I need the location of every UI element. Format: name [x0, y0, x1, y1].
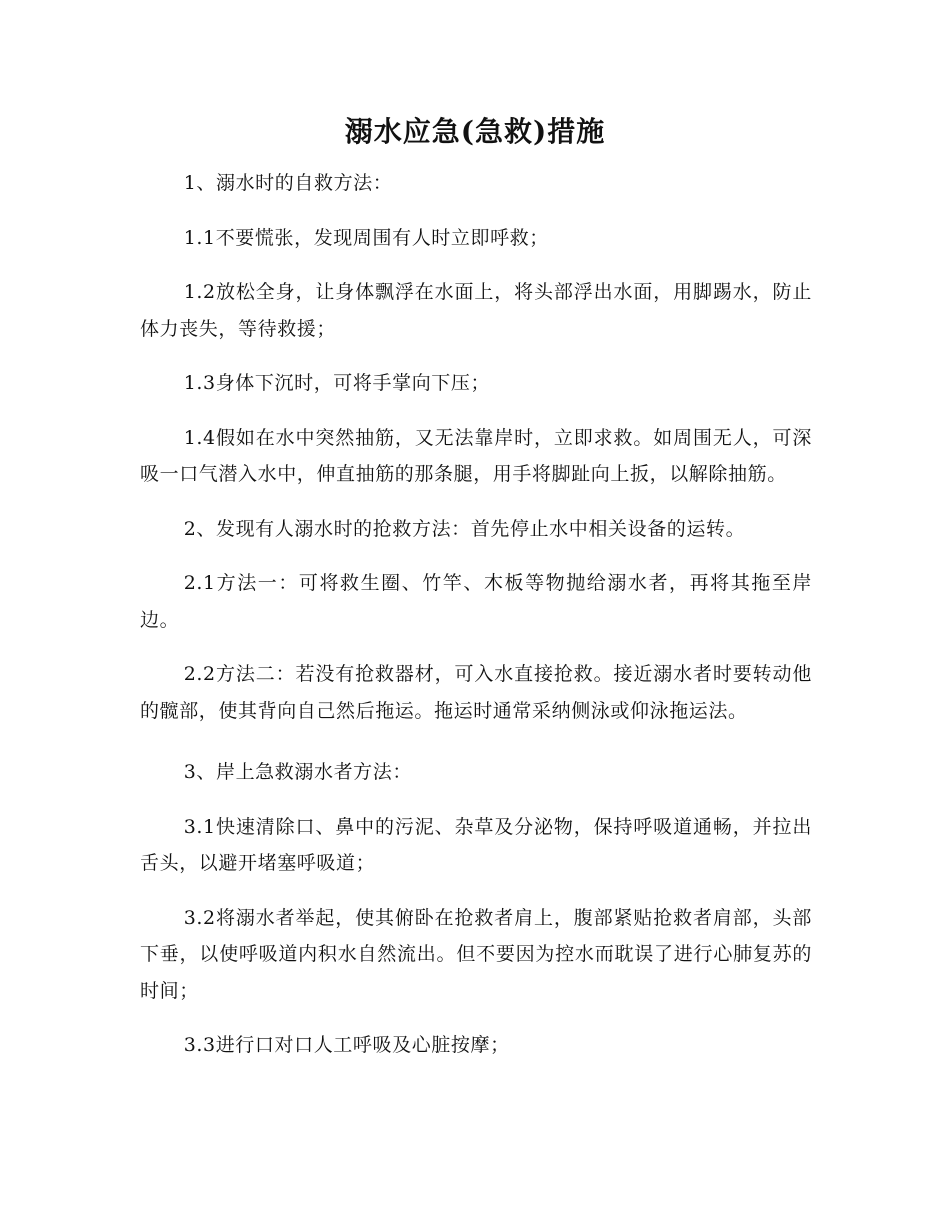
- paragraph-1: 1、溺水时的自救方法：: [183, 172, 393, 194]
- paragraph-2-2: 2.2方法二：若没有抢救器材，可入水直接抢救。接近溺水者时要转动他的髋部，使其背向自己然后拖运。拖运时通常采纳侧泳或仰泳拖运法。: [140, 663, 812, 722]
- paragraph-3-2: 3.2将溺水者举起，使其俯卧在抢救者肩上，腹部紧贴抢救者肩部，头部下垂，以使呼吸道内积水自然流出。但不要因为控水而耽误了进行心肺复苏的时间；: [140, 906, 812, 1002]
- paragraph-1-1: 1.1不要慌张，发现周围有人时立即呼救；: [183, 226, 549, 249]
- paragraph-1-4: 1.4假如在水中突然抽筋，又无法靠岸时，立即求救。如周围无人，可深吸一口气潜入水中，伸直抽筋的那条腿，用手将脚趾向上扳，以解除抽筋。: [140, 426, 812, 485]
- document-body: [140, 165, 812, 1082]
- paragraph-1-2: 1.2放松全身，让身体飘浮在水面上，将头部浮出水面，用脚踢水，防止体力丧失，等待救援；: [140, 281, 812, 340]
- paragraph-2-1: 2.1方法一：可将救生圈、竹竿、木板等物抛给溺水者，再将其拖至岸边。: [140, 572, 812, 631]
- document-title: 溺水应急(急救)措施: [344, 115, 606, 148]
- paragraph-3: 3、岸上急救溺水者方法：: [183, 761, 412, 783]
- paragraph-3-1: 3.1快速清除口、鼻中的污泥、杂草及分泌物，保持呼吸道通畅，并拉出舌头，以避开堵塞呼吸道；: [140, 815, 812, 874]
- paragraph-3-3: 3.3进行口对口人工呼吸及心脏按摩；: [183, 1034, 510, 1056]
- paragraph-1-3: 1.3身体下沉时，可将手掌向下压；: [183, 372, 491, 394]
- paragraph-2: 2、发现有人溺水时的抢救方法：首先停止水中相关设备的运转。: [183, 517, 746, 540]
